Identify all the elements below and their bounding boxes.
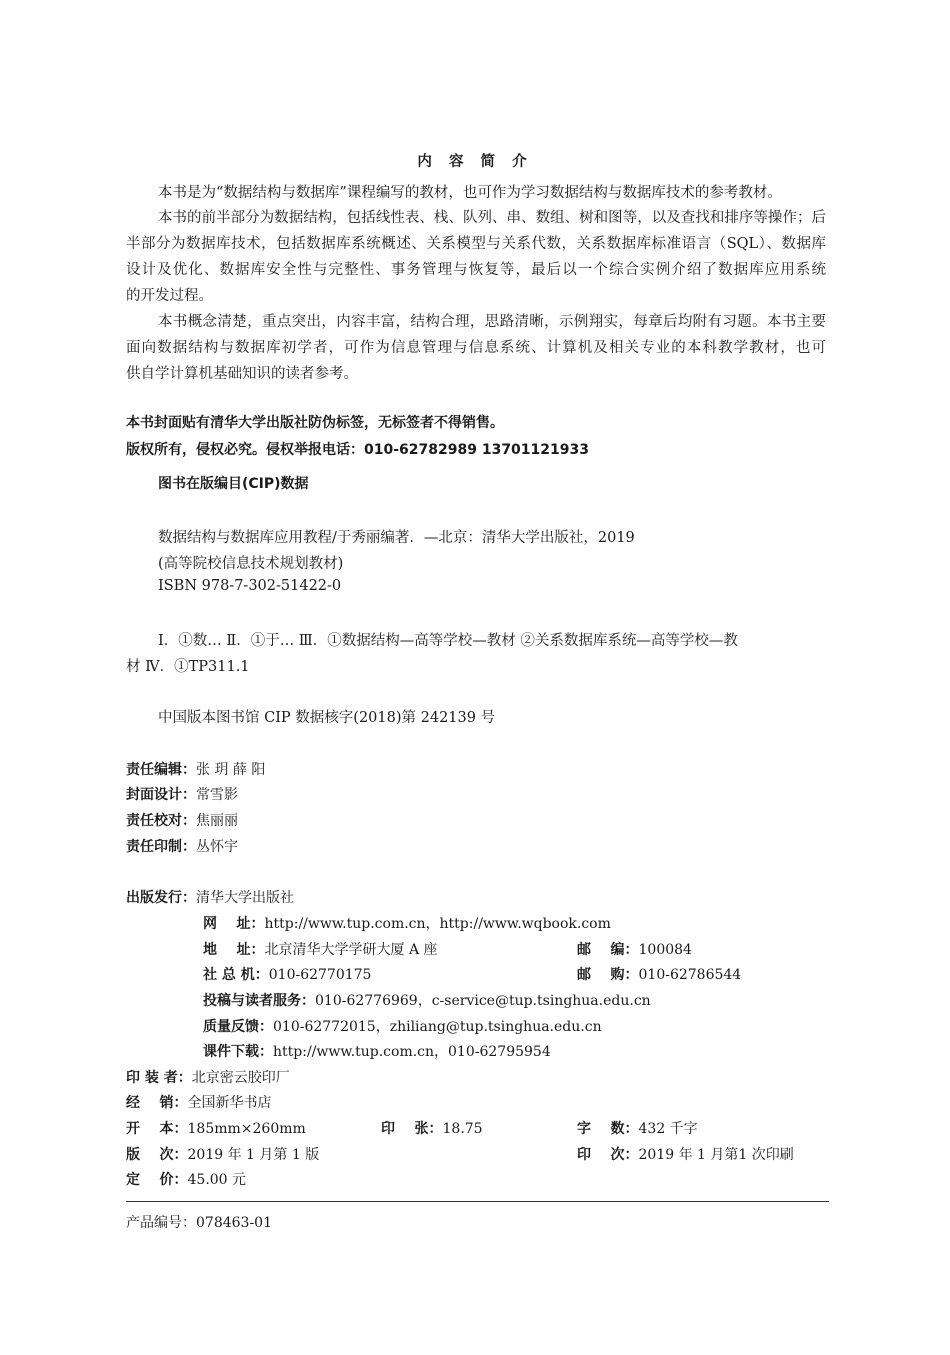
website-value: http://www.tup.com.cn，http://www.wqbook.com <box>264 916 611 932</box>
switchboard-label: 社 总 机 <box>203 967 255 983</box>
staff-row-editor: 责任编辑：张 玥 薛 阳 <box>126 762 266 778</box>
summary-line-5: 的开发过程。 <box>126 288 213 304</box>
feedback-value: 010-62772015，zhiliang@tup.tsinghua.edu.cn <box>273 1019 602 1035</box>
printer-label: 印 装 者 <box>126 1070 178 1086</box>
edition-label: 版 次 <box>126 1147 174 1163</box>
publisher-label: 出版发行 <box>126 890 182 906</box>
words-row: 字 数：432 千字 <box>577 1121 698 1137</box>
copyright-notice: 版权所有，侵权必究。侵权举报电话：010-62782989 13701121933 <box>126 442 589 458</box>
printer-row: 印 装 者：北京密云胶印厂 <box>126 1070 290 1086</box>
mailorder-row: 邮 购：010-62786544 <box>577 967 742 983</box>
summary-line-7: 面向数据结构与数据库初学者，可作为信息管理与信息系统、计算机及相关专业的本科教学教材，也可 <box>126 340 826 356</box>
address-value: 北京清华大学学研大厦 A 座 <box>264 942 438 958</box>
staff-label: 责任印制 <box>126 839 182 855</box>
staff-value: 焦丽丽 <box>196 813 238 829</box>
switchboard-value: 010-62770175 <box>268 967 372 983</box>
edition-row: 版 次：2019 年 1 月第 1 版 <box>126 1147 320 1163</box>
sheets-label: 印 张 <box>381 1121 429 1137</box>
impression-row: 印 次：2019 年 1 月第1 次印刷 <box>577 1147 794 1163</box>
summary-line-8: 供自学计算机基础知识的读者参考。 <box>126 366 358 382</box>
postcode-row: 邮 编：100084 <box>577 942 692 958</box>
cip-class-line-2: 材 Ⅳ．①TP311.1 <box>126 659 250 675</box>
cip-heading: 图书在版编目(CIP)数据 <box>158 476 309 492</box>
cip-isbn: ISBN 978-7-302-51422-0 <box>158 578 342 594</box>
staff-row-printing: 责任印制：丛怀宇 <box>126 839 238 855</box>
summary-line-1: 本书是为“数据结构与数据库”课程编写的教材，也可作为学习数据结构与数据库技术的参考教材。 <box>158 185 782 201</box>
product-code-label: 产品编号 <box>126 1215 182 1231</box>
summary-line-2: 本书的前半部分为数据结构，包括线性表、栈、队列、串、数组、树和图等，以及查找和排序等操作；后 <box>158 210 826 226</box>
staff-value: 常雪影 <box>196 787 238 803</box>
anti-counterfeit-notice: 本书封面贴有清华大学出版社防伪标签，无标签者不得销售。 <box>126 415 504 431</box>
format-value: 185mm×260mm <box>187 1121 306 1137</box>
staff-label: 责任编辑 <box>126 762 182 778</box>
product-code-value: 078463-01 <box>196 1215 272 1231</box>
words-label: 字 数 <box>577 1121 625 1137</box>
address-label: 地 址 <box>203 942 251 958</box>
courseware-value: http://www.tup.com.cn，010-62795954 <box>273 1044 551 1060</box>
staff-label: 封面设计 <box>126 787 182 803</box>
publisher-row: 出版发行：清华大学出版社 <box>126 890 294 906</box>
product-code-row: 产品编号：078463-01 <box>126 1215 272 1231</box>
courseware-row: 课件下载：http://www.tup.com.cn，010-62795954 <box>203 1044 551 1060</box>
impression-value: 2019 年 1 月第1 次印刷 <box>638 1147 794 1163</box>
format-label: 开 本 <box>126 1121 174 1137</box>
staff-label: 责任校对 <box>126 813 182 829</box>
summary-line-4: 设计及优化、数据库安全性与完整性、事务管理与恢复等，最后以一个综合实例介绍了数据库应用系统 <box>126 262 826 278</box>
summary-line-3: 半部分为数据库技术，包括数据库系统概述、关系模型与关系代数，关系数据库标准语言（SQL）、数据库 <box>126 236 826 252</box>
price-label: 定 价 <box>126 1172 174 1188</box>
cip-line-2: (高等院校信息技术规划教材) <box>158 556 344 572</box>
submission-row: 投稿与读者服务：010-62776969，c-service@tup.tsinghua.edu.cn <box>203 993 651 1009</box>
website-row: 网 址：http://www.tup.com.cn，http://www.wqbook.com <box>203 916 611 932</box>
publisher-value: 清华大学出版社 <box>196 890 294 906</box>
staff-value: 张 玥 薛 阳 <box>196 762 266 778</box>
postcode-label: 邮 编 <box>577 942 625 958</box>
mailorder-value: 010-62786544 <box>638 967 742 983</box>
staff-value: 丛怀宇 <box>196 839 238 855</box>
submission-value: 010-62776969，c-service@tup.tsinghua.edu.cn <box>315 993 651 1009</box>
cip-class-line-1: Ⅰ．①数… Ⅱ．①于… Ⅲ．①数据结构—高等学校—教材 ②关系数据库系统—高等学校—教 <box>158 633 738 649</box>
sheets-row: 印 张：18.75 <box>381 1121 483 1137</box>
postcode-value: 100084 <box>638 942 692 958</box>
edition-value: 2019 年 1 月第 1 版 <box>187 1147 320 1163</box>
words-value: 432 千字 <box>638 1121 698 1137</box>
price-value: 45.00 元 <box>187 1172 247 1188</box>
distributor-row: 经 销：全国新华书店 <box>126 1095 272 1111</box>
cip-record-number: 中国版本图书馆 CIP 数据核字(2018)第 242139 号 <box>158 710 496 726</box>
staff-row-cover-design: 封面设计：常雪影 <box>126 787 238 803</box>
sheets-value: 18.75 <box>442 1121 483 1137</box>
mailorder-label: 邮 购 <box>577 967 625 983</box>
cip-line-1: 数据结构与数据库应用教程/于秀丽编著．—北京：清华大学出版社，2019 <box>158 530 635 546</box>
format-row: 开 本：185mm×260mm <box>126 1121 306 1137</box>
summary-title: 内 容 简 介 <box>417 154 533 170</box>
feedback-row: 质量反馈：010-62772015，zhiliang@tup.tsinghua.edu.cn <box>203 1019 602 1035</box>
address-row: 地 址：北京清华大学学研大厦 A 座 <box>203 942 438 958</box>
submission-label: 投稿与读者服务 <box>203 993 301 1009</box>
distributor-value: 全国新华书店 <box>187 1095 272 1111</box>
divider-rule <box>126 1201 829 1202</box>
courseware-label: 课件下载 <box>203 1044 259 1060</box>
summary-line-6: 本书概念清楚，重点突出，内容丰富，结构合理，思路清晰，示例翔实，每章后均附有习题。本书主要 <box>158 314 826 330</box>
price-row: 定 价：45.00 元 <box>126 1172 247 1188</box>
switchboard-row: 社 总 机：010-62770175 <box>203 967 372 983</box>
staff-row-proofreader: 责任校对：焦丽丽 <box>126 813 238 829</box>
website-label: 网 址 <box>203 916 251 932</box>
printer-value: 北京密云胶印厂 <box>191 1070 290 1086</box>
distributor-label: 经 销 <box>126 1095 174 1111</box>
impression-label: 印 次 <box>577 1147 625 1163</box>
feedback-label: 质量反馈 <box>203 1019 259 1035</box>
